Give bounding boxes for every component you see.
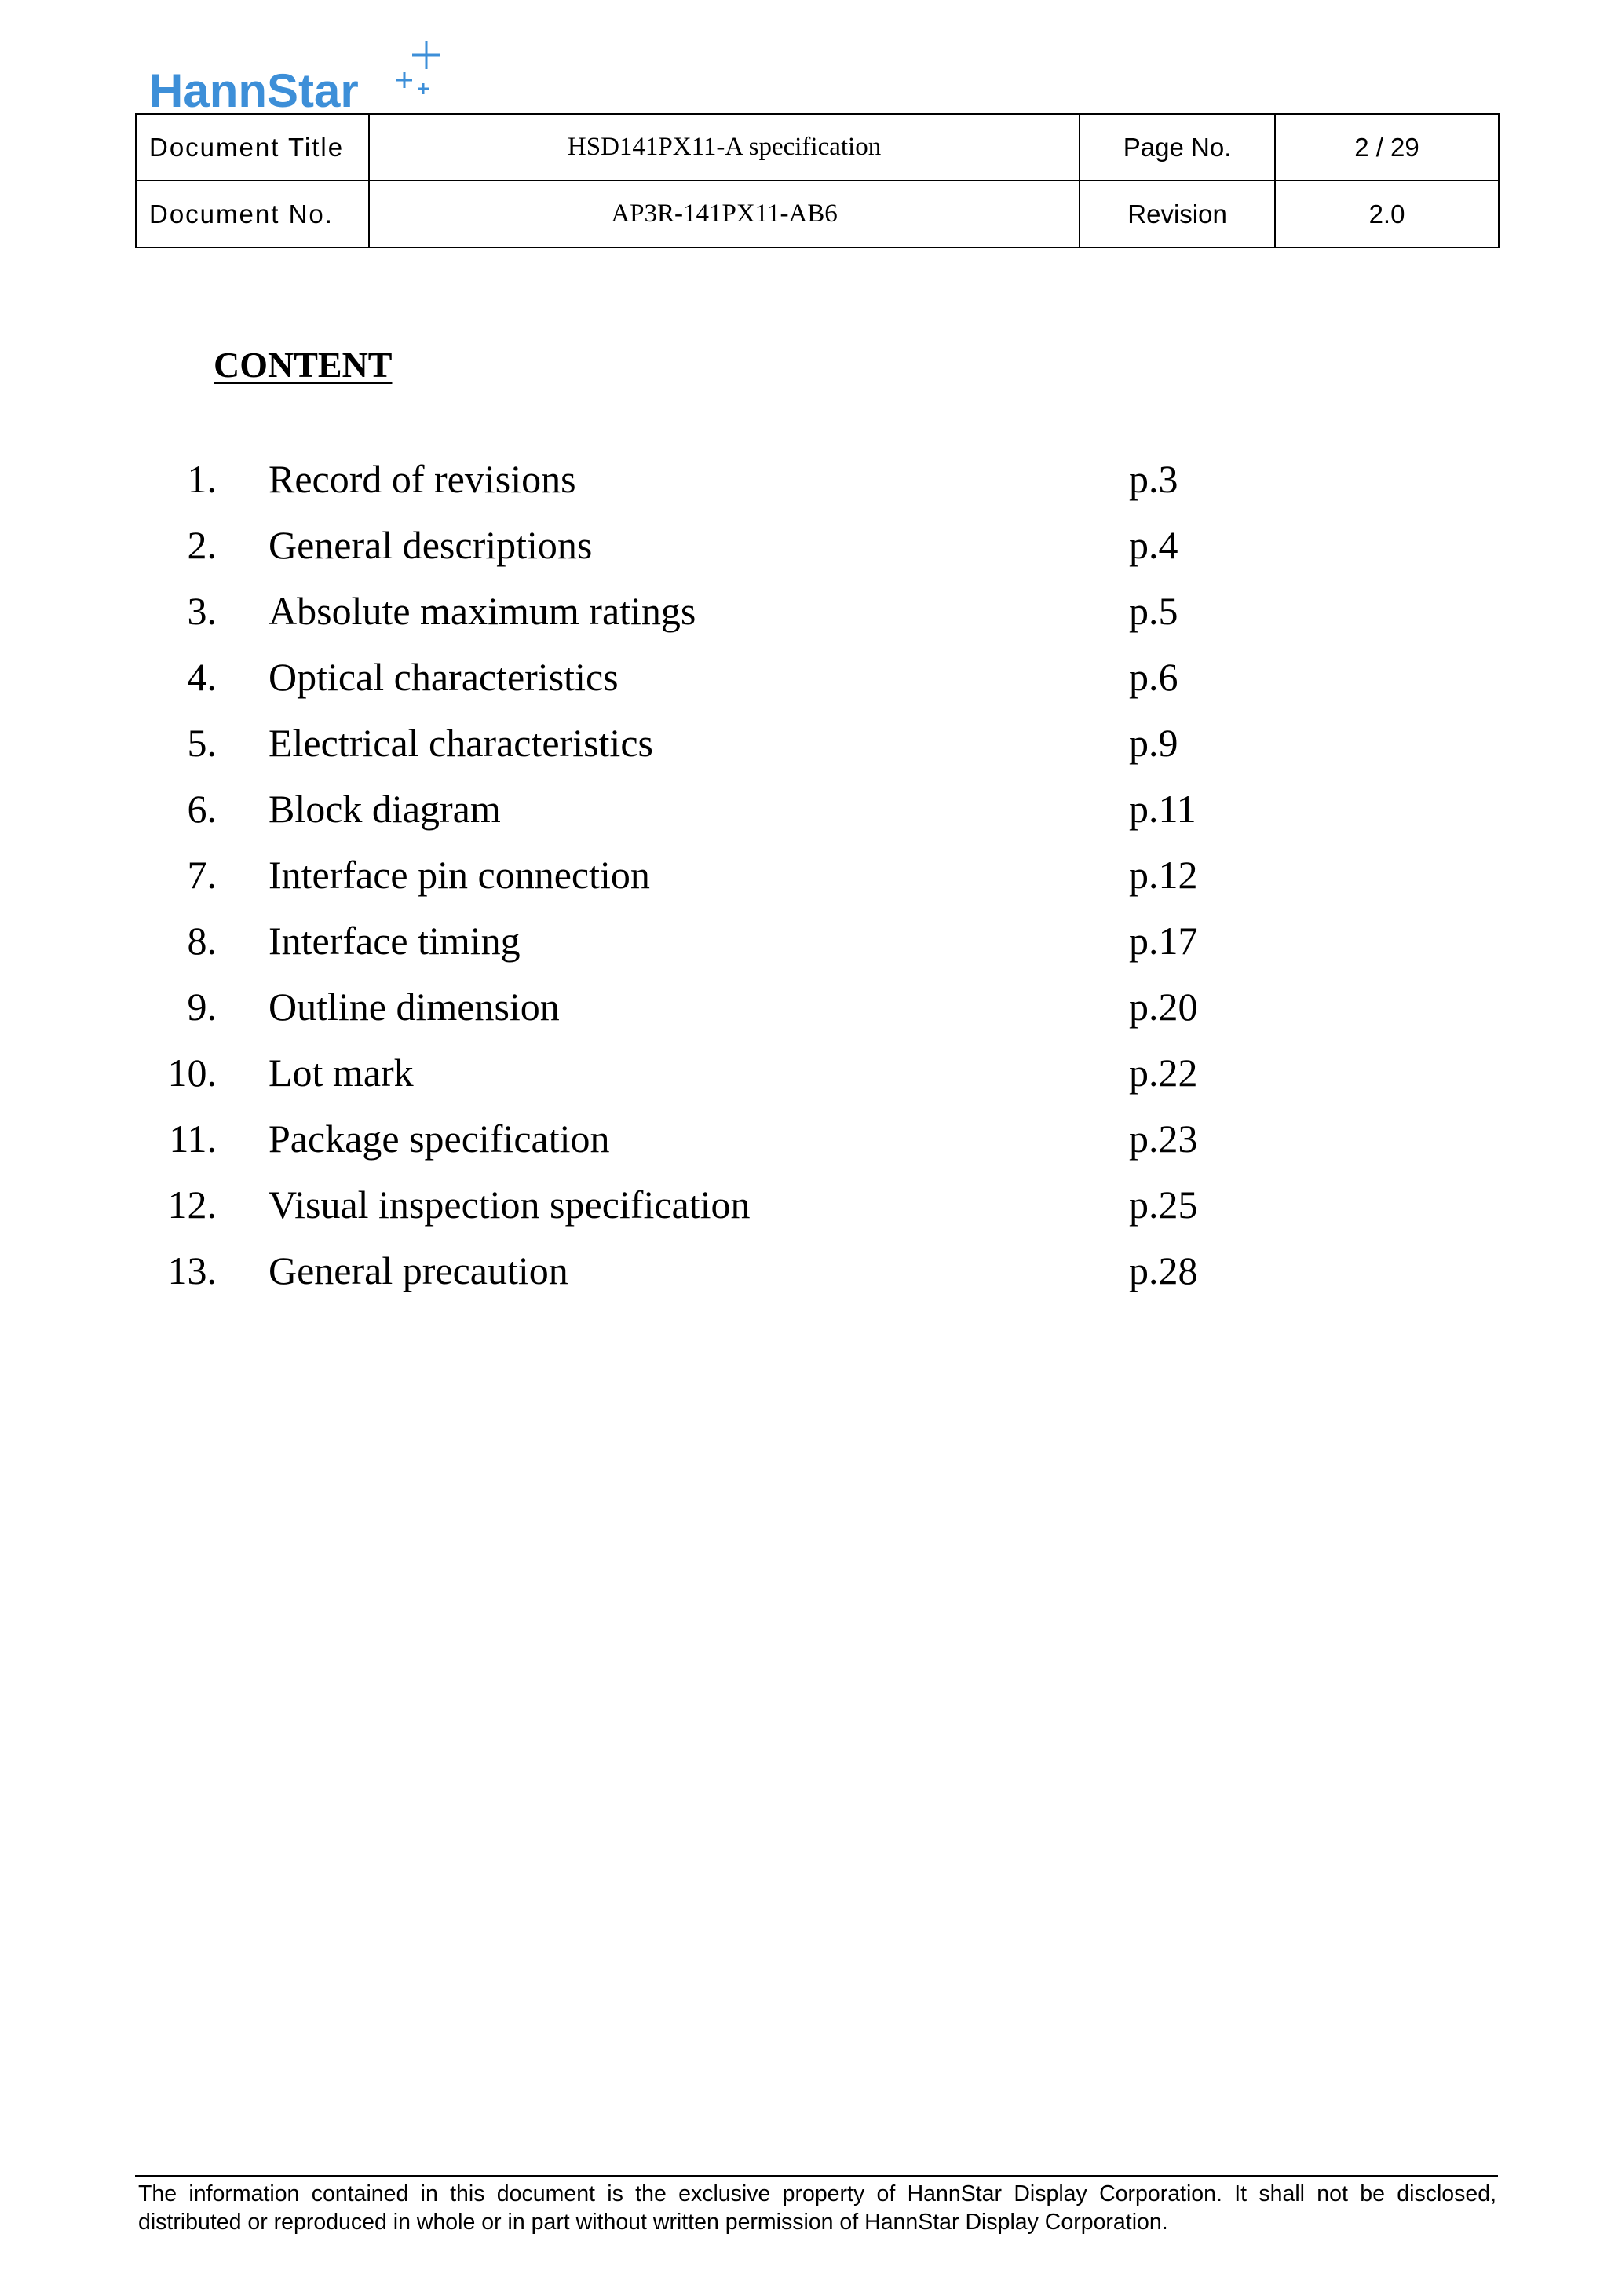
- toc-entry-number: 6.: [187, 787, 217, 831]
- toc-entry-page: p.11: [1129, 787, 1196, 831]
- toc-entry-page: p.12: [1129, 853, 1198, 897]
- toc-entry-page: p.28: [1129, 1249, 1198, 1292]
- toc-entry-number: 5.: [187, 721, 217, 765]
- toc-entry-number: 12.: [167, 1183, 217, 1227]
- toc-entry: [0, 851, 1622, 917]
- toc-entry: [0, 785, 1622, 851]
- toc-entry-number: 13.: [167, 1249, 217, 1292]
- table-of-contents: [0, 455, 1622, 1313]
- toc-entry-number: 2.: [187, 523, 217, 567]
- toc-entry-title: Record of revisions: [269, 457, 576, 501]
- toc-entry-number: 11.: [169, 1117, 217, 1161]
- toc-entry: [0, 1115, 1622, 1181]
- document-title-value: HSD141PX11-A specification: [369, 114, 1080, 181]
- toc-entry-page: p.25: [1129, 1183, 1198, 1227]
- page-no-value: 2 / 29: [1275, 114, 1499, 181]
- toc-entry-page: p.3: [1129, 457, 1178, 501]
- toc-entry: [0, 1181, 1622, 1247]
- document-no-value: AP3R-141PX11-AB6: [369, 181, 1080, 247]
- toc-entry: [0, 455, 1622, 521]
- toc-entry: [0, 983, 1622, 1049]
- toc-entry-title: Package specification: [269, 1117, 610, 1161]
- toc-entry-number: 8.: [187, 919, 217, 963]
- document-no-label: Document No.: [136, 181, 369, 247]
- toc-entry-page: p.22: [1129, 1051, 1198, 1095]
- toc-entry-number: 1.: [187, 457, 217, 501]
- toc-entry-number: 3.: [187, 589, 217, 633]
- toc-entry-title: General precaution: [269, 1249, 568, 1292]
- toc-entry: [0, 587, 1622, 653]
- company-logo: [149, 38, 448, 117]
- toc-entry-title: Electrical characteristics: [269, 721, 653, 765]
- toc-entry-page: p.23: [1129, 1117, 1198, 1161]
- toc-entry-title: Interface timing: [269, 919, 521, 963]
- page-no-label: Page No.: [1080, 114, 1275, 181]
- toc-entry-title: Block diagram: [269, 787, 501, 831]
- toc-entry-number: 4.: [187, 655, 217, 699]
- toc-entry: [0, 1049, 1622, 1115]
- document-header-table: [135, 113, 1500, 248]
- toc-entry-number: 7.: [187, 853, 217, 897]
- toc-entry: [0, 653, 1622, 719]
- footer-divider: [135, 2175, 1498, 2177]
- content-heading: CONTENT: [214, 345, 393, 385]
- toc-entry: [0, 1247, 1622, 1313]
- toc-entry-title: General descriptions: [269, 523, 593, 567]
- toc-entry-title: Outline dimension: [269, 985, 560, 1029]
- toc-entry-title: Interface pin connection: [269, 853, 650, 897]
- toc-entry: [0, 521, 1622, 587]
- revision-label: Revision: [1080, 181, 1275, 247]
- toc-entry-page: p.4: [1129, 523, 1178, 567]
- logo-text: HannStar: [149, 64, 359, 117]
- sparkle-icon: [389, 38, 444, 108]
- toc-entry: [0, 719, 1622, 785]
- toc-entry-title: Absolute maximum ratings: [269, 589, 696, 633]
- toc-entry-page: p.6: [1129, 655, 1178, 699]
- toc-entry-page: p.17: [1129, 919, 1198, 963]
- document-title-label: Document Title: [136, 114, 369, 181]
- toc-entry-number: 9.: [187, 985, 217, 1029]
- toc-entry-title: Optical characteristics: [269, 655, 619, 699]
- toc-entry-title: Lot mark: [269, 1051, 414, 1095]
- toc-entry: [0, 917, 1622, 983]
- toc-entry-page: p.20: [1129, 985, 1198, 1029]
- toc-entry-number: 10.: [167, 1051, 217, 1095]
- revision-value: 2.0: [1275, 181, 1499, 247]
- toc-entry-page: p.9: [1129, 721, 1178, 765]
- toc-entry-title: Visual inspection specification: [269, 1183, 751, 1227]
- toc-entry-page: p.5: [1129, 589, 1178, 633]
- footer-notice: The information contained in this document is the exclusive property of HannStar Display Corporation. It shall not be disclosed, distributed or reproduced in whole or in part without written permission of HannStar Display Corporation.: [138, 2181, 1496, 2235]
